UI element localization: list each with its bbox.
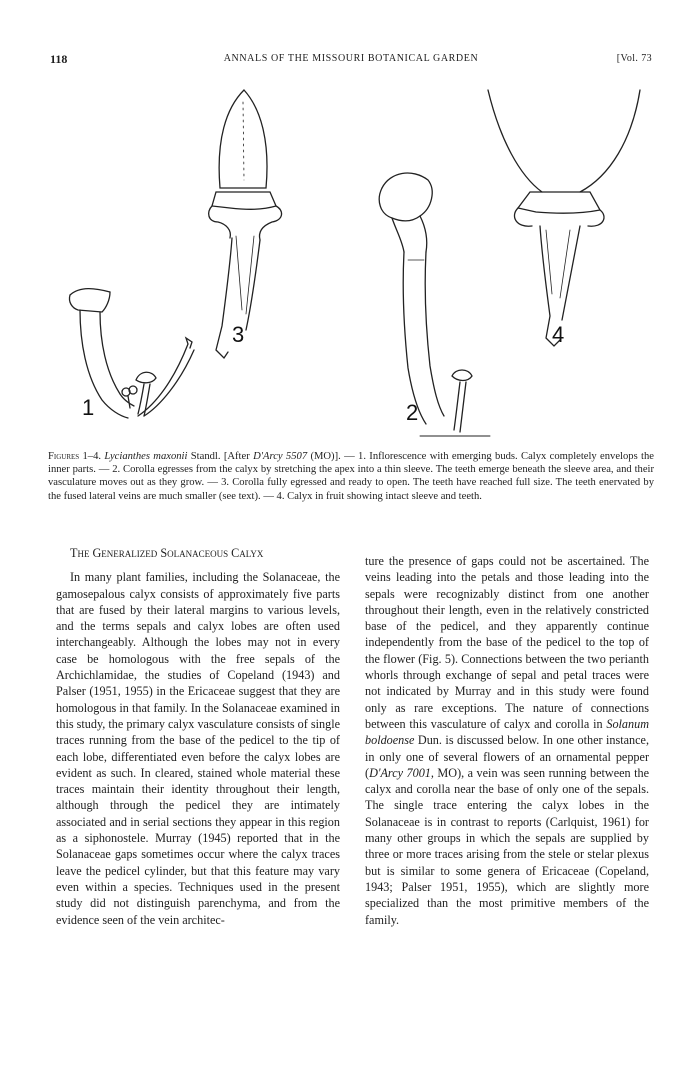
left-column <box>56 545 340 928</box>
body-paragraph: In many plant families, including the Solanaceae, the gamosepalous calyx consists of approximately five parts that are fused by their lateral margins to various levels, and the terms sepals and calyx lobes are often used interchangeably. Although the lobes may not in every case be homologous with the free sepals of the Archichlamidae, the studies of Copeland (1943) and Palser (1951, 1955) in the Ericaceae suggest that they are homologous in that family. In the Solanaceae examined in this study, the primary calyx vasculature consists of single traces running from the base of the pedicel to the tip of each lobe, differentiated even before the calyx lobes are evident as such. In cleared, stained whole material these traces maintain their identity throughout their length, although through the pedicel they are intimately associated and in serial sections they appear in this region as a siphonostele. Murray (1945) reported that in the Solanaceae gaps sometimes occur where the calyx traces leave the pedicel cylinder, but that this feature may vary even within a species. Techniques used in the present study did not distinguish parenchyma, and from the evidence seen of the vein architec- <box>56 570 340 927</box>
text-run: ture the presence of gaps could not be ascertained. The veins leading into the petals and those leading into the sepals were recognizably distinct from one another throughout their length, even in the relatively constricted base of the pedicel, and they apparently continue independently from the base of the pedicel to the top of the flower (Fig. 5). Connections between the two perianth whorls through exchange of sepal and petal traces were not indicated by Murray and in this study were found only as rare exceptions. The nature of connections between this vasculature of calyx and corolla in <box>365 554 649 731</box>
figure-caption <box>48 450 654 503</box>
figure-label-4: 4 <box>552 322 565 347</box>
text-run: MO), a vein was seen running between the calyx and corolla near the base of only one of the sepals. The single trace entering the calyx lobes in the Solanaceae is in contrast to reports (Carlquist, 1961) for many other groups in which the sepals are supplied by three or more traces arising from the stele or stelar plexus but is similar to some genera of Ericaceae (Copeland, 1943; Palser 1951, 1955), which are slightly more specialized than the most primitive members of the family. <box>365 765 649 927</box>
right-column <box>365 553 649 928</box>
section-heading: The Generalized Solanaceous Calyx <box>70 546 264 560</box>
body-paragraph-continued <box>365 553 649 928</box>
page-number: 118 <box>50 52 68 66</box>
text-run: Dun. is discussed below. In one other instance, in only one of several flowers of an ornamental pepper ( <box>365 733 649 780</box>
figure-illustration <box>40 80 660 450</box>
caption-text: (MO)]. — 1. Inflorescence with emerging buds. Calyx completely envelops the inner parts. — 2. Corolla egresses from the calyx by stretching the apex into a thin sleeve. The teeth emerge beneath the sleeve area, and their vasculature moves out as they grow. — 3. Corolla fully egressed and ready to open. The teeth have reached full size. The teeth enervated by the fused lateral veins are much smaller (see text). — 4. Calyx in fruit showing intact sleeve and teeth. <box>48 451 654 502</box>
caption-species: Lycianthes maxonii <box>104 451 188 462</box>
figure-label-1: 1 <box>82 395 95 420</box>
figure-lycianthes-calyx <box>40 80 660 450</box>
species-name: Solanum boldoense <box>365 716 649 748</box>
specimen-citation: D'Arcy 7001, <box>369 765 434 780</box>
running-title: ANNALS OF THE MISSOURI BOTANICAL GARDEN <box>223 53 479 64</box>
figure-label-3: 3 <box>232 322 245 347</box>
page-header <box>50 52 652 68</box>
figure-label-2: 2 <box>406 400 419 425</box>
specimen-4-drawing <box>488 90 640 347</box>
caption-author: Standl. [After <box>187 451 254 462</box>
volume-label: [Vol. 73 <box>616 53 652 64</box>
caption-specimen: D'Arcy 5507 <box>253 451 308 462</box>
specimen-1-drawing <box>69 289 194 420</box>
specimen-3-drawing <box>209 90 282 358</box>
specimen-2-drawing <box>379 173 490 436</box>
caption-lead: Figures 1–4. <box>48 451 102 462</box>
